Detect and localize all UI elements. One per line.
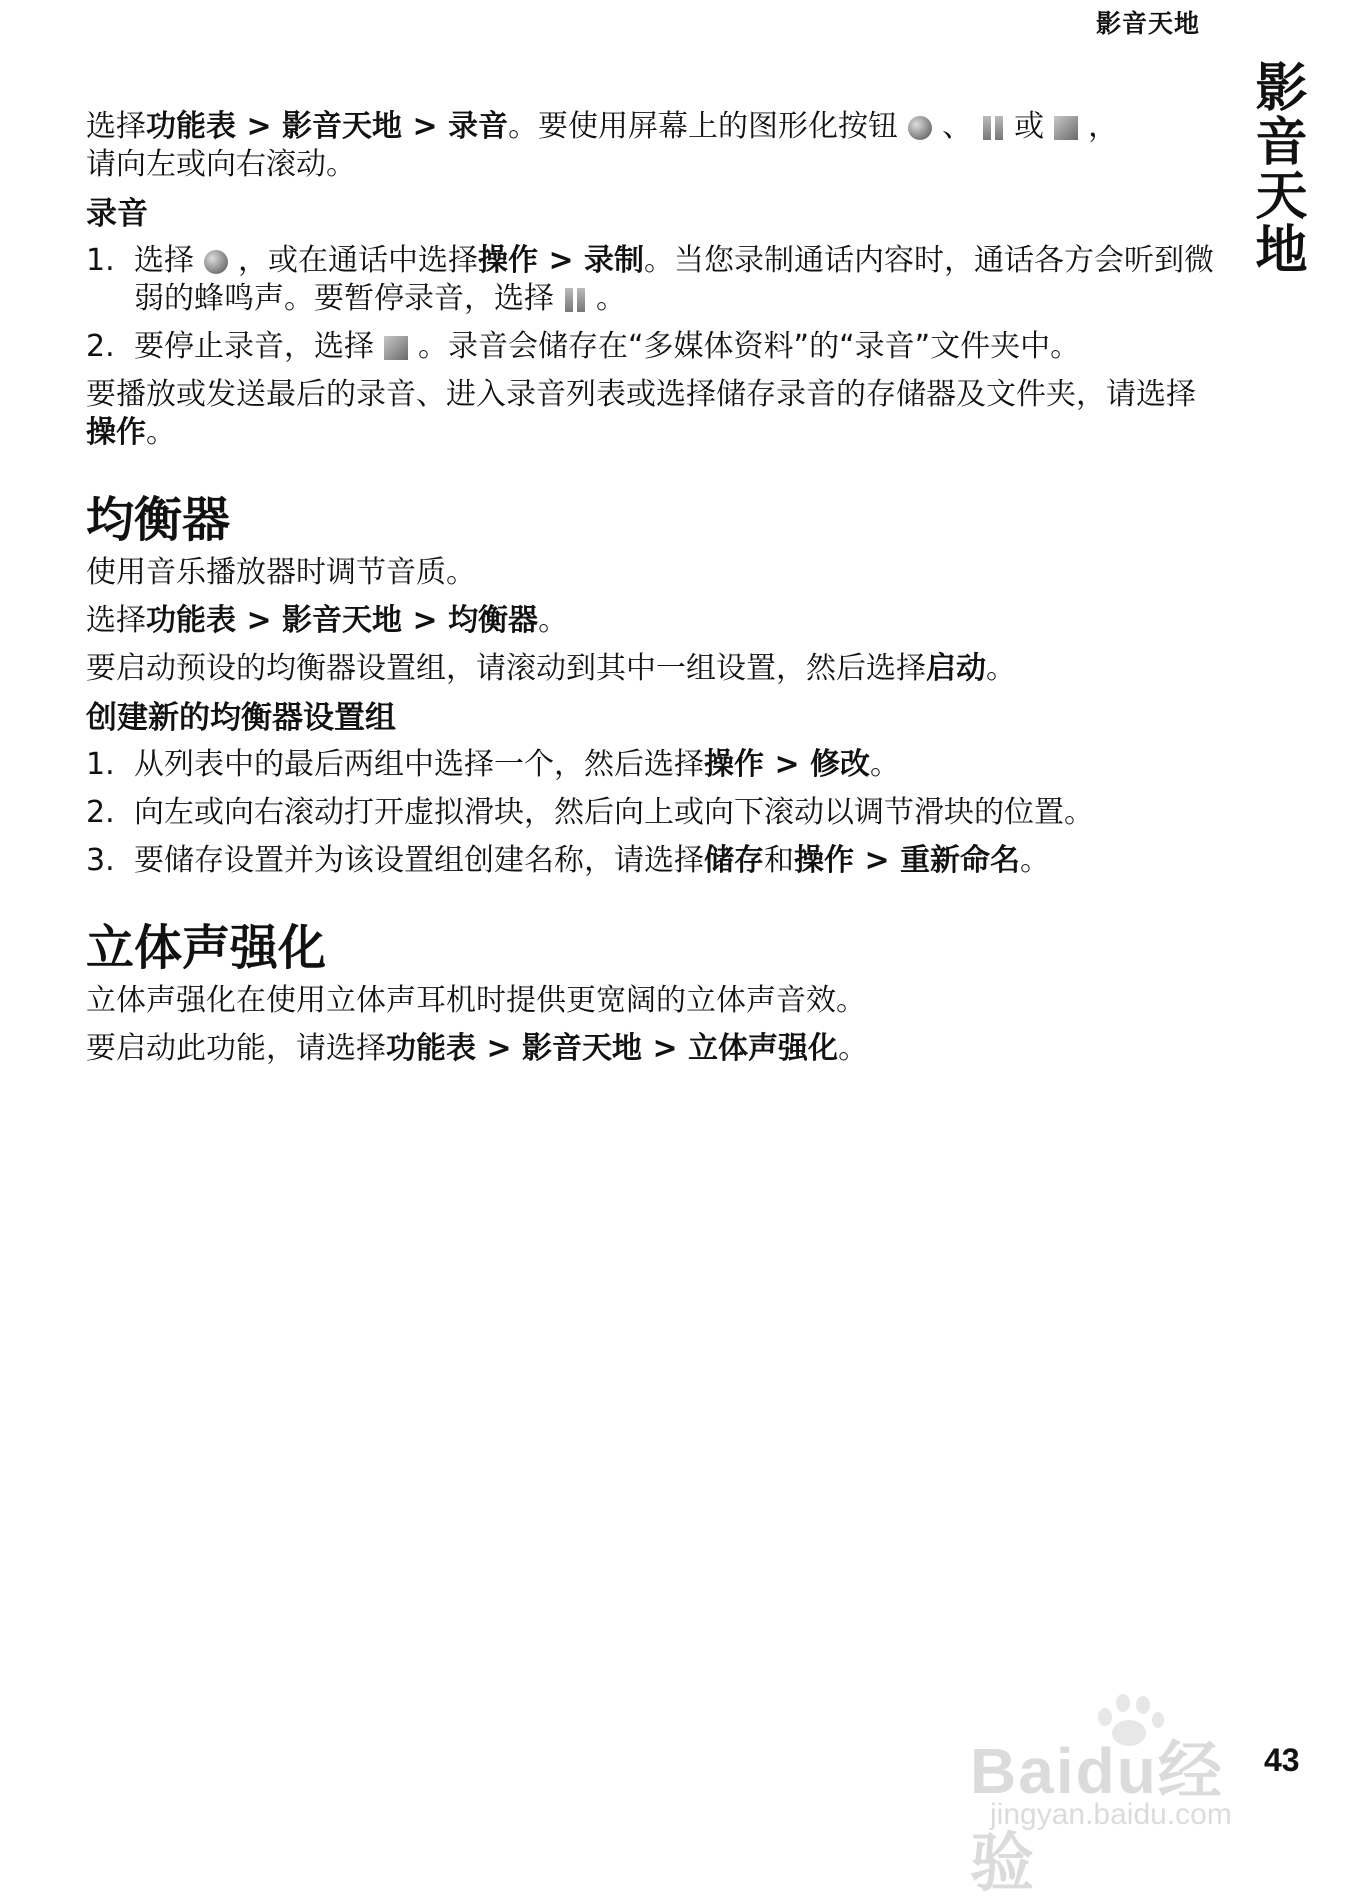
list-item: 1. 选择 ，或在通话中选择操作 > 录制。当您录制通话内容时，通话各方会听到微弱的蜂鸣声。要暂停录音，选择 。: [86, 243, 1215, 316]
stop-icon: [384, 336, 408, 360]
intro-paragraph: 选择功能表 > 影音天地 > 录音。要使用屏幕上的图形化按钮 、 或 ， 请向左或向右滚动。: [86, 109, 1119, 182]
section-subheading: 录音: [86, 196, 148, 232]
record-icon: [908, 116, 932, 140]
paragraph: 使用音乐播放器时调节音质。: [86, 555, 476, 590]
record-icon: [204, 250, 228, 274]
pause-icon: [564, 288, 586, 312]
list-item: 2. 向左或向右滚动打开虚拟滑块，然后向上或向下滚动以调节滑块的位置。: [86, 795, 1094, 830]
section-tab: 影音天地: [1246, 60, 1306, 276]
menu-item: 影音天地: [282, 109, 403, 144]
section-heading: 立体声强化: [86, 920, 327, 976]
equalizer-steps: [86, 746, 1216, 880]
menu-item: 功能表: [146, 109, 236, 144]
list-item: 3. 要储存设置并为该设置组创建名称，请选择储存和操作 > 重新命名。: [86, 843, 1051, 878]
section-heading: 均衡器: [86, 492, 231, 548]
recording-note: 要播放或发送最后的录音、进入录音列表或选择储存录音的存储器及文件夹，请选择操作。: [86, 377, 1196, 450]
pause-icon: [982, 116, 1004, 140]
paragraph: 要启动预设的均衡器设置组，请滚动到其中一组设置，然后选择启动。: [86, 651, 1016, 686]
page-number: 43: [1264, 1742, 1300, 1778]
menu-path: 选择功能表 > 影音天地 > 均衡器。: [86, 603, 569, 638]
menu-item: 录音: [448, 109, 509, 144]
page-body: [86, 108, 1216, 1078]
list-item: 1. 从列表中的最后两组中选择一个，然后选择操作 > 修改。: [86, 747, 901, 782]
watermark-url: jingyan.baidu.com: [990, 1798, 1232, 1831]
paragraph: 立体声强化在使用立体声耳机时提供更宽阔的立体声音效。: [86, 983, 866, 1018]
recording-steps: [86, 242, 1216, 366]
watermark-brand: Baidu经验: [970, 1735, 1224, 1899]
running-header: 影音天地: [1095, 9, 1200, 38]
section-subheading: 创建新的均衡器设置组: [86, 700, 396, 736]
menu-path: 要启动此功能，请选择功能表 > 影音天地 > 立体声强化。: [86, 1031, 869, 1066]
stop-icon: [1054, 116, 1078, 140]
baidu-watermark: [970, 1690, 1270, 1899]
list-item: 2. 要停止录音，选择 。录音会储存在“多媒体资料”的“录音”文件夹中。: [86, 329, 1081, 364]
